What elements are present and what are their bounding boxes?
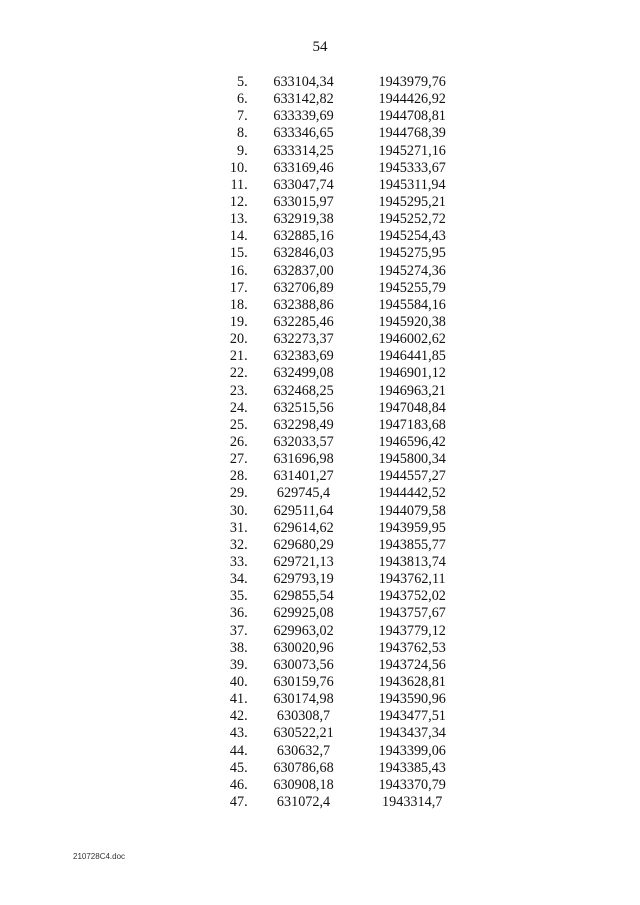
table-row bbox=[205, 485, 465, 502]
point-number: 43. bbox=[229, 725, 248, 742]
point-number: 12. bbox=[229, 194, 248, 211]
table-row bbox=[205, 640, 465, 657]
point-number: 42. bbox=[229, 708, 248, 725]
x-coordinate: 632383,69 bbox=[273, 348, 334, 365]
x-coordinate: 630522,21 bbox=[273, 725, 334, 742]
x-coordinate: 630908,18 bbox=[273, 776, 334, 793]
table-row bbox=[205, 383, 465, 400]
point-number: 41. bbox=[229, 691, 248, 708]
point-number: 20. bbox=[229, 331, 248, 348]
point-number: 33. bbox=[229, 554, 248, 570]
x-coordinate: 633015,97 bbox=[273, 194, 334, 211]
point-number: 22. bbox=[229, 365, 248, 382]
y-coordinate: 1944768,39 bbox=[378, 125, 446, 142]
coordinate-table-body bbox=[205, 74, 465, 811]
x-coordinate: 633142,82 bbox=[273, 91, 334, 108]
table-row bbox=[205, 74, 465, 91]
table-row bbox=[205, 263, 465, 280]
table-row bbox=[205, 91, 465, 108]
y-coordinate: 1944426,92 bbox=[378, 91, 446, 108]
table-row bbox=[205, 314, 465, 331]
point-number: 40. bbox=[229, 673, 248, 690]
point-number: 38. bbox=[229, 639, 248, 656]
y-coordinate: 1945274,36 bbox=[378, 262, 446, 279]
table-row bbox=[205, 194, 465, 211]
point-number: 24. bbox=[229, 399, 248, 416]
x-coordinate: 632468,25 bbox=[273, 382, 334, 399]
point-number: 27. bbox=[229, 451, 248, 468]
table-row bbox=[205, 143, 465, 160]
table-row bbox=[205, 554, 465, 571]
table-row bbox=[205, 245, 465, 262]
y-coordinate: 1947183,68 bbox=[378, 416, 446, 433]
point-number: 32. bbox=[229, 536, 248, 553]
x-coordinate: 630308,7 bbox=[276, 708, 331, 725]
y-coordinate: 1945333,67 bbox=[378, 159, 446, 176]
table-row bbox=[205, 468, 465, 485]
y-coordinate: 1943813,74 bbox=[378, 554, 446, 570]
y-coordinate: 1943590,96 bbox=[378, 691, 446, 708]
x-coordinate: 629855,54 bbox=[273, 588, 334, 605]
y-coordinate: 1946596,42 bbox=[378, 434, 446, 451]
point-number: 34. bbox=[229, 571, 248, 588]
y-coordinate: 1944442,52 bbox=[378, 485, 446, 502]
coordinate-table bbox=[205, 74, 465, 811]
page-number: 54 bbox=[312, 39, 328, 55]
table-row bbox=[205, 537, 465, 554]
point-number: 23. bbox=[229, 382, 248, 399]
x-coordinate: 631401,27 bbox=[273, 468, 334, 485]
x-coordinate: 629511,64 bbox=[273, 502, 334, 519]
table-row bbox=[205, 674, 465, 691]
point-number: 5. bbox=[237, 74, 248, 91]
y-coordinate: 1943762,53 bbox=[378, 639, 446, 656]
y-coordinate: 1946441,85 bbox=[378, 348, 446, 365]
point-number: 19. bbox=[229, 314, 248, 331]
x-coordinate: 632499,08 bbox=[273, 365, 334, 382]
point-number: 9. bbox=[237, 142, 248, 159]
table-row bbox=[205, 503, 465, 520]
x-coordinate: 632515,56 bbox=[273, 399, 334, 416]
point-number: 47. bbox=[229, 793, 248, 810]
point-number: 16. bbox=[229, 262, 248, 279]
y-coordinate: 1943779,12 bbox=[378, 622, 446, 639]
x-coordinate: 629680,29 bbox=[273, 536, 334, 553]
point-number: 26. bbox=[229, 434, 248, 451]
x-coordinate: 632273,37 bbox=[273, 331, 334, 348]
table-row bbox=[205, 348, 465, 365]
x-coordinate: 631696,98 bbox=[273, 451, 334, 468]
document-footer-code: 210728C4.doc bbox=[73, 852, 126, 861]
x-coordinate: 633346,65 bbox=[273, 125, 334, 142]
table-row bbox=[205, 434, 465, 451]
y-coordinate: 1947048,84 bbox=[378, 399, 446, 416]
y-coordinate: 1943399,06 bbox=[378, 742, 446, 759]
table-row bbox=[205, 760, 465, 777]
y-coordinate: 1946963,21 bbox=[378, 382, 446, 399]
table-row bbox=[205, 571, 465, 588]
x-coordinate: 632388,86 bbox=[273, 296, 334, 313]
x-coordinate: 632285,46 bbox=[273, 314, 334, 331]
table-row bbox=[205, 297, 465, 314]
x-coordinate: 629614,62 bbox=[273, 519, 334, 536]
table-row bbox=[205, 280, 465, 297]
x-coordinate: 631072,4 bbox=[276, 793, 331, 810]
point-number: 44. bbox=[229, 742, 248, 759]
y-coordinate: 1945255,79 bbox=[378, 279, 446, 296]
y-coordinate: 1943477,51 bbox=[378, 708, 446, 725]
x-coordinate: 633169,46 bbox=[273, 159, 334, 176]
x-coordinate: 629745,4 bbox=[276, 485, 331, 502]
y-coordinate: 1943757,67 bbox=[378, 605, 446, 622]
point-number: 7. bbox=[237, 108, 248, 125]
table-row bbox=[205, 605, 465, 622]
point-number: 45. bbox=[229, 759, 248, 776]
table-row bbox=[205, 657, 465, 674]
table-row bbox=[205, 794, 465, 811]
x-coordinate: 632298,49 bbox=[273, 416, 334, 433]
point-number: 6. bbox=[237, 91, 248, 108]
table-row bbox=[205, 417, 465, 434]
y-coordinate: 1943724,56 bbox=[378, 656, 446, 673]
point-number: 11. bbox=[230, 176, 248, 193]
table-row bbox=[205, 520, 465, 537]
y-coordinate: 1943370,79 bbox=[378, 776, 446, 793]
y-coordinate: 1946901,12 bbox=[378, 365, 446, 382]
point-number: 21. bbox=[229, 348, 248, 365]
x-coordinate: 630174,98 bbox=[273, 691, 334, 708]
x-coordinate: 632033,57 bbox=[273, 434, 334, 451]
x-coordinate: 630159,76 bbox=[273, 673, 334, 690]
y-coordinate: 1944557,27 bbox=[378, 468, 446, 485]
table-row bbox=[205, 588, 465, 605]
y-coordinate: 1945311,94 bbox=[378, 176, 446, 193]
point-number: 36. bbox=[229, 605, 248, 622]
table-row bbox=[205, 742, 465, 759]
y-coordinate: 1943979,76 bbox=[378, 74, 446, 91]
table-row bbox=[205, 725, 465, 742]
y-coordinate: 1945800,34 bbox=[378, 451, 446, 468]
point-number: 15. bbox=[229, 245, 248, 262]
point-number: 46. bbox=[229, 776, 248, 793]
y-coordinate: 1945254,43 bbox=[378, 228, 446, 245]
y-coordinate: 1945295,21 bbox=[378, 194, 446, 211]
table-row bbox=[205, 365, 465, 382]
table-row bbox=[205, 108, 465, 125]
x-coordinate: 633104,34 bbox=[273, 74, 334, 91]
y-coordinate: 1944708,81 bbox=[378, 108, 446, 125]
table-row bbox=[205, 451, 465, 468]
table-row bbox=[205, 211, 465, 228]
x-coordinate: 629963,02 bbox=[273, 622, 334, 639]
y-coordinate: 1946002,62 bbox=[378, 331, 446, 348]
y-coordinate: 1943385,43 bbox=[378, 759, 446, 776]
x-coordinate: 632919,38 bbox=[273, 211, 334, 228]
x-coordinate: 632885,16 bbox=[273, 228, 334, 245]
point-number: 37. bbox=[229, 622, 248, 639]
x-coordinate: 633047,74 bbox=[273, 176, 334, 193]
y-coordinate: 1945584,16 bbox=[378, 296, 446, 313]
y-coordinate: 1943628,81 bbox=[378, 673, 446, 690]
y-coordinate: 1945271,16 bbox=[378, 142, 446, 159]
point-number: 25. bbox=[229, 416, 248, 433]
x-coordinate: 629925,08 bbox=[273, 605, 334, 622]
x-coordinate: 630020,96 bbox=[273, 639, 334, 656]
point-number: 29. bbox=[229, 485, 248, 502]
table-row bbox=[205, 177, 465, 194]
x-coordinate: 633339,69 bbox=[273, 108, 334, 125]
point-number: 10. bbox=[229, 159, 248, 176]
table-row bbox=[205, 228, 465, 245]
point-number: 17. bbox=[229, 279, 248, 296]
table-row bbox=[205, 623, 465, 640]
y-coordinate: 1945252,72 bbox=[378, 211, 446, 228]
x-coordinate: 632706,89 bbox=[273, 279, 334, 296]
table-row bbox=[205, 691, 465, 708]
table-row bbox=[205, 160, 465, 177]
table-row bbox=[205, 331, 465, 348]
point-number: 14. bbox=[229, 228, 248, 245]
point-number: 28. bbox=[229, 468, 248, 485]
point-number: 39. bbox=[229, 656, 248, 673]
table-row bbox=[205, 708, 465, 725]
y-coordinate: 1945275,95 bbox=[378, 245, 446, 262]
table-row bbox=[205, 777, 465, 794]
y-coordinate: 1943855,77 bbox=[378, 536, 446, 553]
y-coordinate: 1943752,02 bbox=[378, 588, 446, 605]
y-coordinate: 1944079,58 bbox=[378, 502, 446, 519]
x-coordinate: 629793,19 bbox=[273, 571, 334, 588]
x-coordinate: 630073,56 bbox=[273, 656, 334, 673]
point-number: 31. bbox=[229, 519, 248, 536]
y-coordinate: 1943959,95 bbox=[378, 519, 446, 536]
point-number: 13. bbox=[229, 211, 248, 228]
x-coordinate: 633314,25 bbox=[273, 142, 334, 159]
point-number: 35. bbox=[229, 588, 248, 605]
point-number: 18. bbox=[229, 296, 248, 313]
x-coordinate: 630786,68 bbox=[273, 759, 334, 776]
y-coordinate: 1945920,38 bbox=[378, 314, 446, 331]
point-number: 8. bbox=[237, 125, 248, 142]
table-row bbox=[205, 400, 465, 417]
point-number: 30. bbox=[229, 502, 248, 519]
x-coordinate: 632837,00 bbox=[273, 262, 334, 279]
table-row bbox=[205, 125, 465, 142]
y-coordinate: 1943314,7 bbox=[382, 793, 443, 810]
x-coordinate: 629721,13 bbox=[273, 554, 334, 570]
x-coordinate: 630632,7 bbox=[276, 742, 331, 759]
y-coordinate: 1943437,34 bbox=[378, 725, 446, 742]
y-coordinate: 1943762,11 bbox=[378, 571, 446, 588]
x-coordinate: 632846,03 bbox=[273, 245, 334, 262]
